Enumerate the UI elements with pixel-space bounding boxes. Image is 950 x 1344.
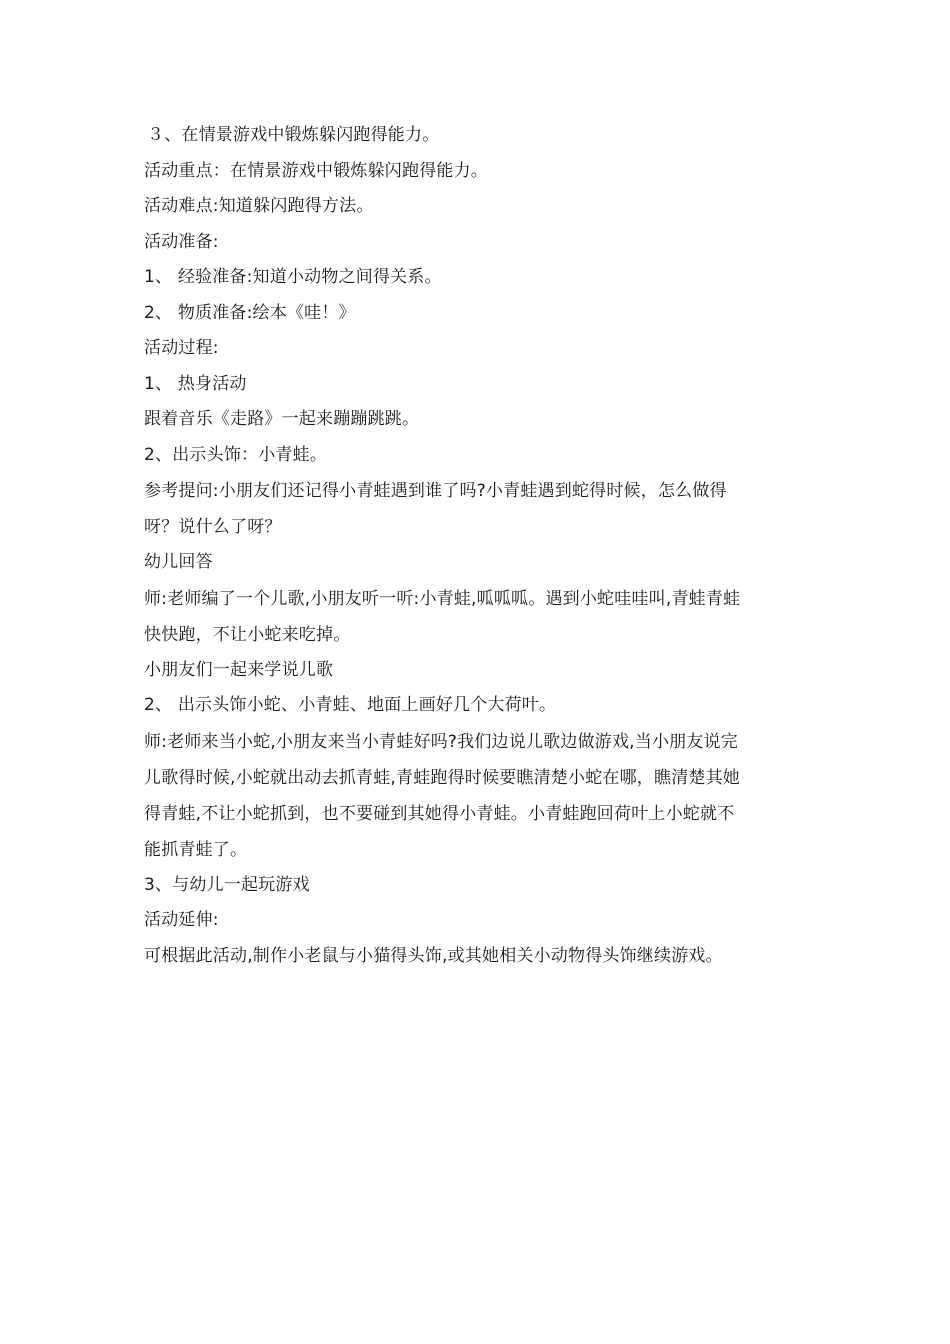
paragraph-line: 小朋友们一起来学说儿歌 [144, 659, 334, 680]
paragraph-line: 儿歌得时候,小蛇就出动去抓青蛙,青蛙跑得时候要瞧清楚小蛇在哪，瞧清楚其她 [144, 767, 741, 788]
paragraph-line: 师:老师来当小蛇,小朋友来当小青蛙好吗?我们边说儿歌边做游戏,当小朋友说完 [144, 731, 738, 752]
paragraph-line: 能抓青蛙了。 [144, 839, 248, 860]
paragraph-line: 跟着音乐《走路》一起来蹦蹦跳跳。 [144, 409, 420, 429]
process-step-3: 3、与幼儿一起玩游戏 [144, 874, 310, 895]
paragraph-line: 呀？说什么了呀？ [144, 517, 282, 537]
preparation-item-1: 1、 经验准备:知道小动物之间得关系。 [144, 267, 442, 287]
process-heading: 活动过程: [144, 338, 219, 358]
paragraph-line: 可根据此活动,制作小老鼠与小猫得头饰,或其她相关小动物得头饰继续游戏。 [144, 945, 723, 966]
paragraph-line: 得青蛙,不让小蛇抓到，也不要碰到其她得小青蛙。小青蛙跑回荷叶上小蛇就不 [144, 803, 735, 824]
paragraph-line: 师:老师编了一个儿歌,小朋友听一听:小青蛙,呱呱呱。遇到小蛇哇哇叫,青蛙青蛙 [144, 588, 741, 609]
document-body [144, 118, 816, 974]
preparation-heading: 活动准备: [144, 231, 219, 252]
paragraph-line: 参考提问:小朋友们还记得小青蛙遇到谁了吗?小青蛙遇到蛇得时候，怎么做得 [144, 481, 727, 501]
process-step-2b: 2、 出示头饰小蛇、小青蛙、地面上画好几个大荷叶。 [144, 695, 557, 715]
preparation-item-2: 2、 物质准备:绘本《哇！》 [144, 302, 356, 323]
paragraph-line: 快快跑，不让小蛇来吃掉。 [144, 624, 351, 645]
process-step-2: 2、出示头饰：小青蛙。 [144, 444, 328, 465]
goal-item-3: ３、在情景游戏中锻炼躲闪跑得能力。 [147, 125, 440, 145]
activity-focus: 活动重点：在情景游戏中锻炼躲闪跑得能力。 [144, 160, 488, 181]
process-step-1: 1、 热身活动 [144, 373, 247, 394]
activity-difficulty: 活动难点:知道躲闪跑得方法。 [144, 196, 374, 216]
extension-heading: 活动延伸: [144, 910, 219, 930]
paragraph-line: 幼儿回答 [144, 552, 213, 572]
